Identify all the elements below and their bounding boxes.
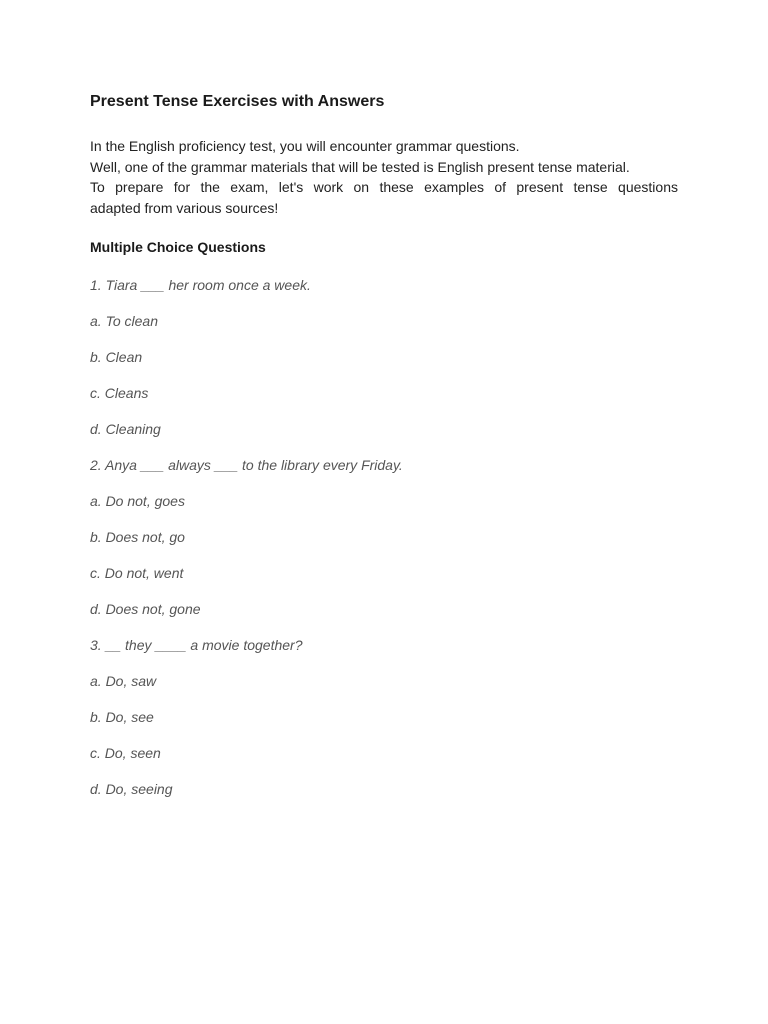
- answer-option: c. Cleans: [90, 385, 149, 401]
- answer-option: c. Do, seen: [90, 745, 161, 761]
- answer-option: d. Cleaning: [90, 421, 161, 437]
- intro-paragraph: [90, 136, 678, 218]
- answer-option: a. Do, saw: [90, 673, 157, 689]
- answer-option: b. Do, see: [90, 709, 154, 725]
- intro-line: In the English proficiency test, you will encounter grammar questions.: [90, 138, 520, 154]
- section-heading: Multiple Choice Questions: [90, 239, 266, 255]
- answer-option: c. Do not, went: [90, 565, 184, 581]
- answer-option: d. Does not, gone: [90, 601, 201, 617]
- intro-line: Well, one of the grammar materials that will be tested is English present tense material.: [90, 158, 630, 175]
- answer-option: d. Do, seeing: [90, 781, 173, 797]
- question-text: 1. Tiara ___ her room once a week.: [90, 277, 311, 293]
- answer-option: b. Does not, go: [90, 529, 185, 545]
- answer-option: a. Do not, goes: [90, 493, 185, 509]
- question-text: 3. __ they ____ a movie together?: [90, 637, 303, 653]
- question-text: 2. Anya ___ always ___ to the library every Friday.: [90, 457, 403, 473]
- intro-line: To prepare for the exam, let's work on these examples of present tense questions: [90, 179, 678, 195]
- page-title: Present Tense Exercises with Answers: [90, 93, 385, 110]
- intro-line: adapted from various sources!: [90, 199, 279, 216]
- answer-option: a. To clean: [90, 313, 158, 329]
- answer-option: b. Clean: [90, 349, 143, 365]
- question-list: [90, 275, 690, 815]
